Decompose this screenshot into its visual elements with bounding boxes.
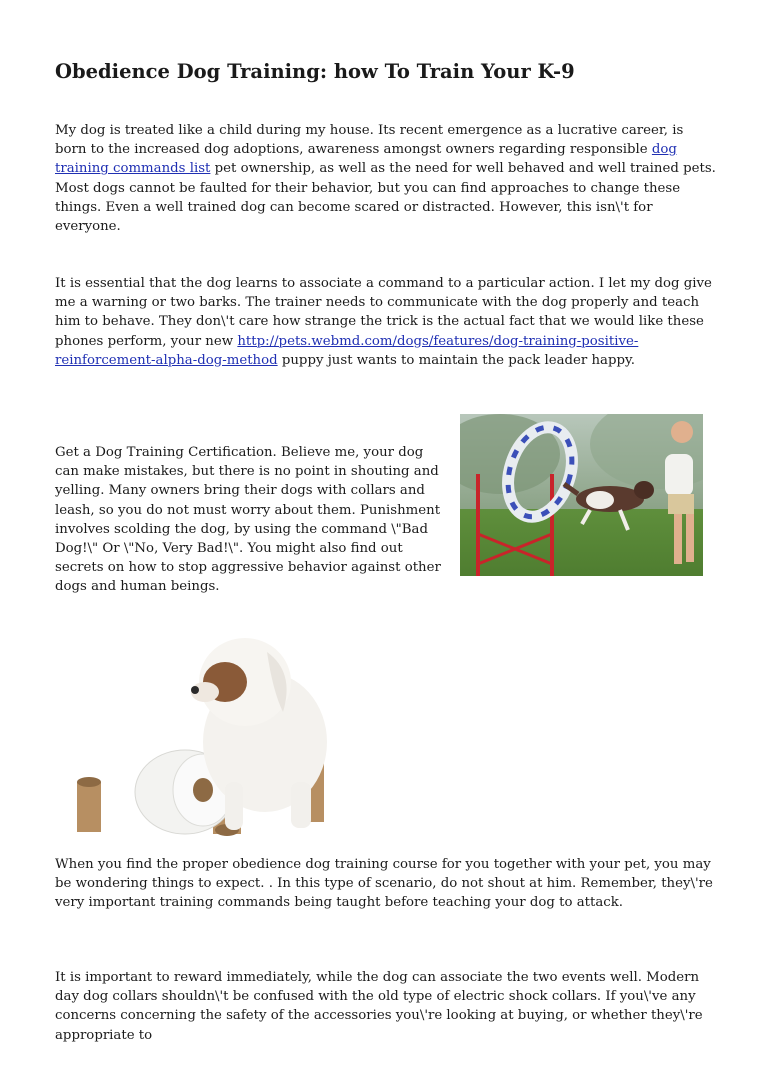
paragraph-text: It is essential that the dog learns to associate a command to a particular action. I let my dog give me a warning or two barks. The trainer needs to communicate with the dog properly and teach him to behave. They don\'t care how strange the trick is the actual fact that we would like these phones perform, your new [55, 276, 712, 349]
dog-training-commands-link[interactable]: dog training commands list [55, 142, 677, 177]
paragraph-text: pet ownership, as well as the need for well behaved and well trained pets. Most dogs cannot be faulted for their behavior, but you can find approaches to change these things. Even a well trained dog can become scared or distracted. However, this isn\'t for everyone. [55, 161, 716, 235]
paragraph-3: Get a Dog Training Certification. Believe me, your dog can make mistakes, but there is no point in shouting and yelling. Many owners bring their dogs with collars and leash, so you do not must worry about them. Punishment involves scolding the dog, by using the command \"Bad Dog!\" Or \"No, Very Bad!\". You might also find out secrets on how to stop aggressive behavior against other dogs and human beings. [55, 445, 441, 595]
paragraph-4: When you find the proper obedience dog training course for you together with your pet, you may be wondering things to expect. . In this type of scenario, do not shout at him. Remember, they\'re very important training commands being taught before teaching your dog to attack. [55, 857, 713, 911]
agility-dog-photo [460, 414, 703, 576]
puppy-toilet-paper-photo [55, 612, 391, 836]
agility-dog-illustration [460, 414, 703, 576]
paragraph-5: It is important to reward immediately, while the dog can associate the two events well. Modern day dog collars shouldn\'t be confused with the old type of electric shock collars. If you\'ve any concerns concerning the safety of the accessories you\'re looking at buying, or whether they\'re appropriate to [55, 970, 703, 1043]
webmd-article-link[interactable]: http://pets.webmd.com/dogs/features/dog-training-positive-reinforcement-alpha-dog-method [55, 333, 639, 368]
puppy-illustration [55, 612, 391, 836]
paragraph-text: My dog is treated like a child during my house. Its recent emergence as a lucrative career, is born to the increased dog adoptions, awareness amongst owners regarding responsible [55, 123, 684, 158]
paragraph-1 [55, 121, 717, 236]
paragraph-2 [55, 274, 717, 370]
page-title: Obedience Dog Training: how To Train Your K-9 [55, 60, 575, 83]
paragraph-text: puppy just wants to maintain the pack leader happy. [277, 352, 635, 368]
